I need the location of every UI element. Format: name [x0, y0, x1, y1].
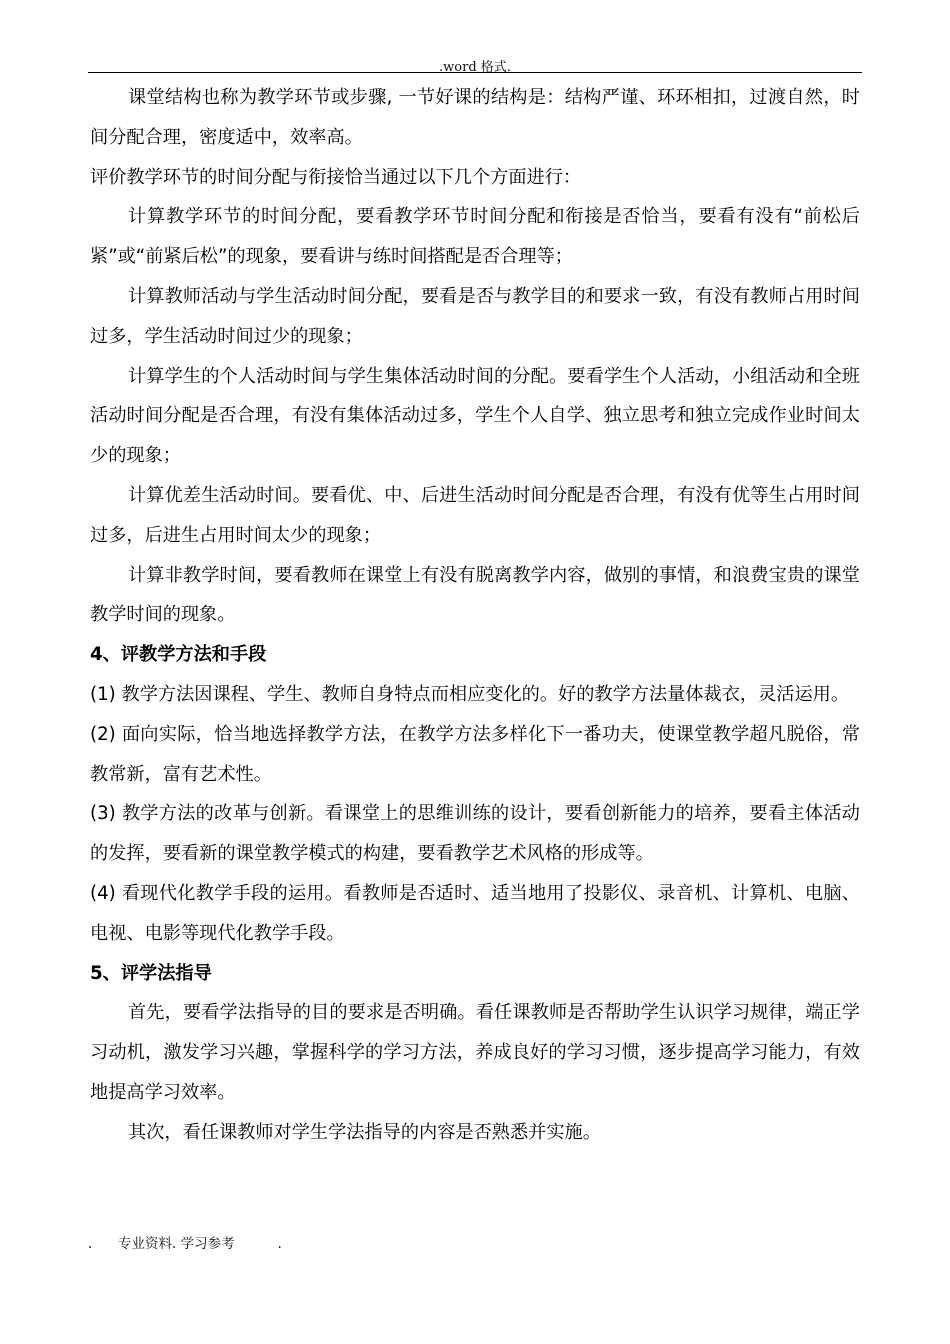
paragraph: 计算教师活动与学生活动时间分配，要看是否与教学目的和要求一致，有没有教师占用时间过多，学生活动时间过少的现象； [90, 285, 860, 347]
paragraph: 计算教学环节的时间分配，要看教学环节时间分配和衔接是否恰当，要看有没有“前松后紧”或“前紧后松”的现象，要看讲与练时间搭配是否合理等； [90, 206, 860, 268]
paragraph: 计算学生的个人活动时间与学生集体活动时间的分配。要看学生个人活动，小组活动和全班活动时间分配是否合理，有没有集体活动过多，学生个人自学、独立思考和独立完成作业时间太少的现象； [90, 365, 860, 467]
page-header: .word 格式. [439, 60, 511, 75]
page-footer: . 专业资料. 学习参考 . [88, 1236, 282, 1252]
paragraph: 其次，看任课教师对学生学法指导的内容是否熟悉并实施。 [128, 1121, 601, 1143]
paragraph: 计算优差生活动时间。要看优、中、后进生活动时间分配是否合理，有没有优等生占用时间过多，后进生占用时间太少的现象； [90, 484, 860, 546]
paragraph: 评价教学环节的时间分配与衔接恰当通过以下几个方面进行： [90, 166, 582, 188]
section-heading: 4、评教学方法和手段 [90, 644, 267, 666]
paragraph: 课堂结构也称为教学环节或步骤, 一节好课的结构是：结构严谨、环环相扣，过渡自然，时间分配合理，密度适中，效率高。 [90, 87, 860, 148]
header-divider [88, 72, 862, 73]
list-item: (1) 教学方法因课程、学生、教师自身特点而相应变化的。好的教学方法量体裁衣，灵活运用。 [90, 683, 850, 705]
document-body [90, 78, 860, 1153]
list-item: (2) 面向实际，恰当地选择教学方法，在教学方法多样化下一番功夫，使课堂教学超凡脱俗，常教常新，富有艺术性。 [90, 723, 860, 785]
paragraph: 计算非教学时间，要看教师在课堂上有没有脱离教学内容，做别的事情，和浪费宝贵的课堂教学时间的现象。 [90, 564, 860, 626]
section-heading: 5、评学法指导 [90, 962, 212, 984]
list-item: (3) 教学方法的改革与创新。看课堂上的思维训练的设计，要看创新能力的培养，要看主体活动的发挥，要看新的课堂教学模式的构建，要看教学艺术风格的形成等。 [90, 803, 860, 865]
list-item: (4) 看现代化教学手段的运用。看教师是否适时、适当地用了投影仪、录音机、计算机、电脑、电视、电影等现代化教学手段。 [90, 882, 860, 944]
paragraph: 首先，要看学法指导的目的要求是否明确。看任课教师是否帮助学生认识学习规律，端正学习动机，激发学习兴趣，掌握科学的学习方法，养成良好的学习习惯，逐步提高学习能力，有效地提高学习效率。 [90, 1002, 860, 1103]
